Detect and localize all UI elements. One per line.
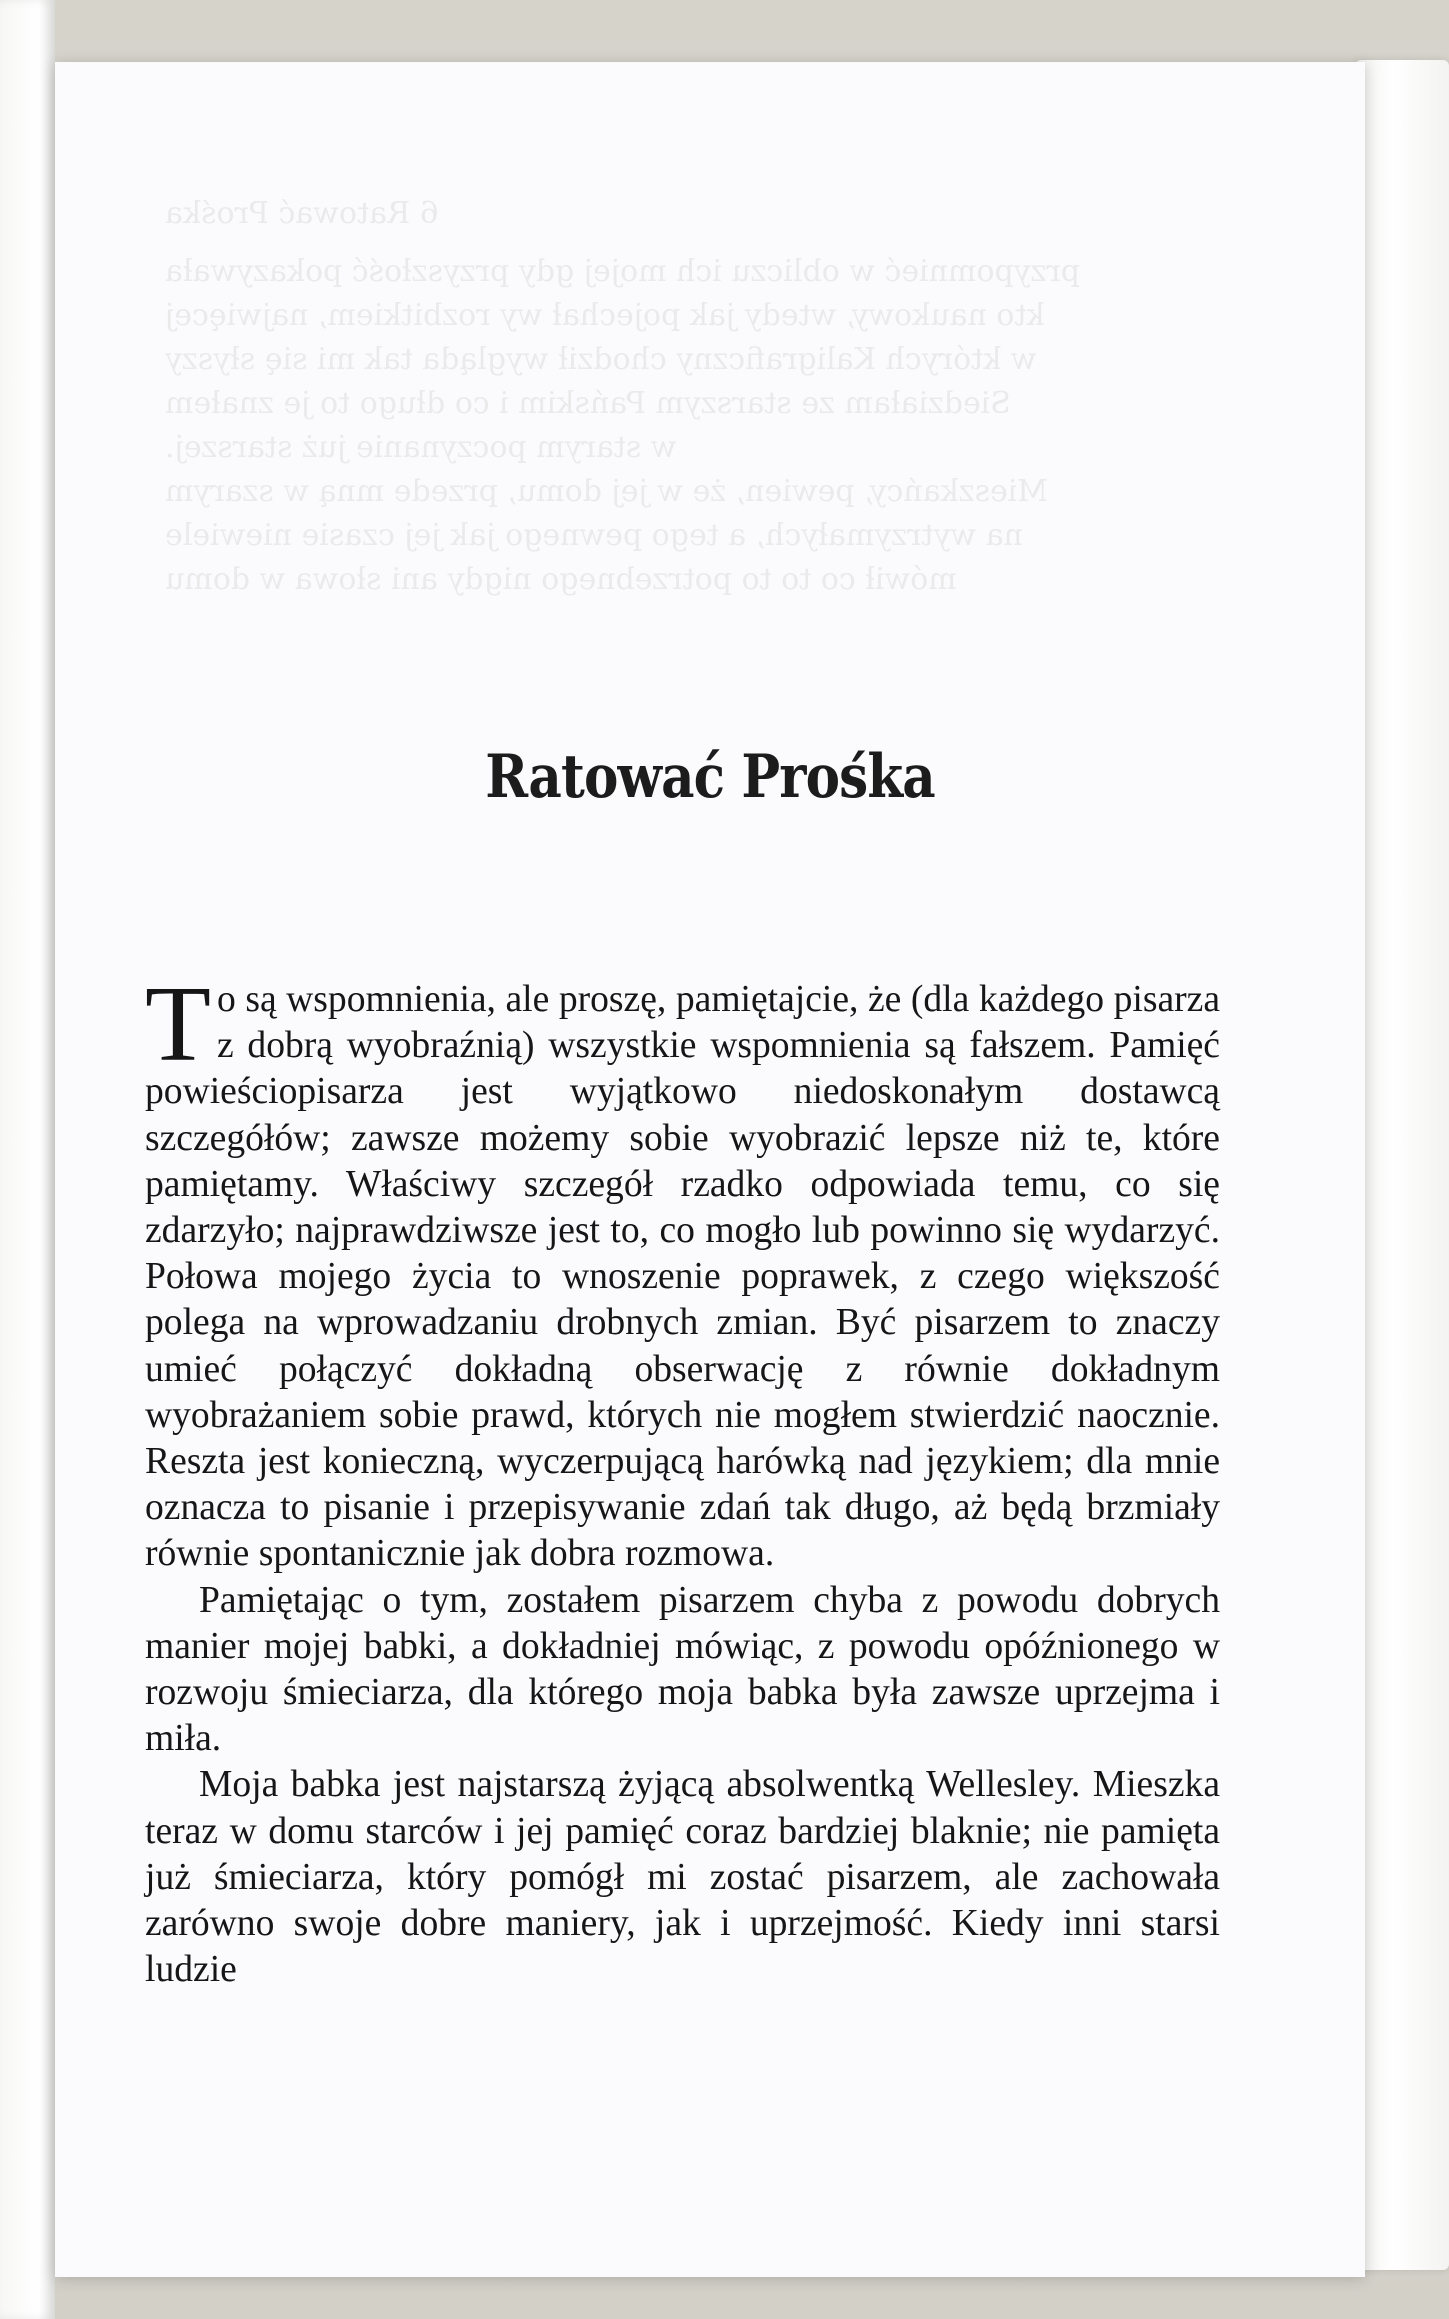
chapter-body bbox=[145, 965, 1220, 1993]
page-stack-edge bbox=[1355, 60, 1449, 2270]
chapter-title: Ratować Prośka bbox=[485, 742, 935, 812]
book-page bbox=[55, 62, 1365, 2277]
show-through-line: Mieszkańcy, pewien, że w jej domu, przede mną w szarym bbox=[165, 474, 1049, 509]
show-through-line: Siedziałam ze starszym Pańskim i co długo to je znałem bbox=[165, 386, 1011, 421]
paragraph: Pamiętając o tym, zostałem pisarzem chyba z powodu dobrych manier mojej babki, a dokładniej mówiąc, z powodu opóźnionego w rozwoju śmieciarza, dla którego moja babka była zawsze uprzejma i miła. bbox=[145, 1579, 1220, 1760]
show-through-lines bbox=[165, 250, 1325, 602]
show-through-line: przypomnieć w obliczu ich mojej gdy przyszłość pokazywała bbox=[165, 254, 1080, 289]
show-through-line: mówił co to to potrzebnego nigdy ani słowa w domu bbox=[165, 562, 957, 597]
show-through-heading: 6 Ratować Prośka bbox=[165, 196, 439, 231]
show-through-line: w których Kaligraficzny chodził wygląda tak mi się słyszy bbox=[165, 342, 1037, 377]
show-through-line: na wytrzymałych, a tego pewnego jak jej czasie niewiele bbox=[165, 518, 1023, 553]
show-through-line: w starym poczynanie już starszej. bbox=[165, 430, 677, 465]
paragraph bbox=[145, 965, 1220, 1578]
previous-page-edge bbox=[0, 0, 55, 2319]
paragraph-text: o są wspomnienia, ale proszę, pamiętajcie, że (dla każdego pisarza z dobrą wyobraźnią) wszystkie wspomnienia są fałszem. Pamięć powieściopisarza jest wyjątkowo niedoskonałym dostawcą szczegółów; zawsze możemy sobie wyobrazić lepsze niż te, które pamiętamy. Właściwy szczegół rzadko odpowiada temu, co się zdarzyło; najprawdziwsze jest to, co mogło lub powinno się wydarzyć. Połowa mojego życia to wnoszenie poprawek, z czego większość polega na wprowadzaniu drobnych zmian. Być pisarzem to znaczy umieć połączyć dokładną obserwację z równie dokładnym wyobrażaniem sobie prawd, których nie mogłem stwierdzić naocznie. Reszta jest konieczną, wyczerpującą harówką nad językiem; dla mnie oznacza to pisanie i przepisywanie zdań tak długo, aż będą brzmiały równie spontanicznie jak dobra rozmowa. bbox=[145, 979, 1220, 1575]
paragraph: Moja babka jest najstarszą żyjącą absolwentką Wellesley. Mieszka teraz w domu starców i jej pamięć coraz bardziej blaknie; nie pamięta już śmieciarza, który pomógł mi zostać pisarzem, ale zachowała zarówno swoje dobre maniery, jak i uprzejmość. Kiedy inni starsi ludzie bbox=[145, 1764, 1220, 1991]
show-through-line: kto naukowy, wtedy jak pojechał wy rozbitkiem, najwięcej bbox=[165, 298, 1045, 333]
drop-cap: T bbox=[145, 965, 211, 1084]
